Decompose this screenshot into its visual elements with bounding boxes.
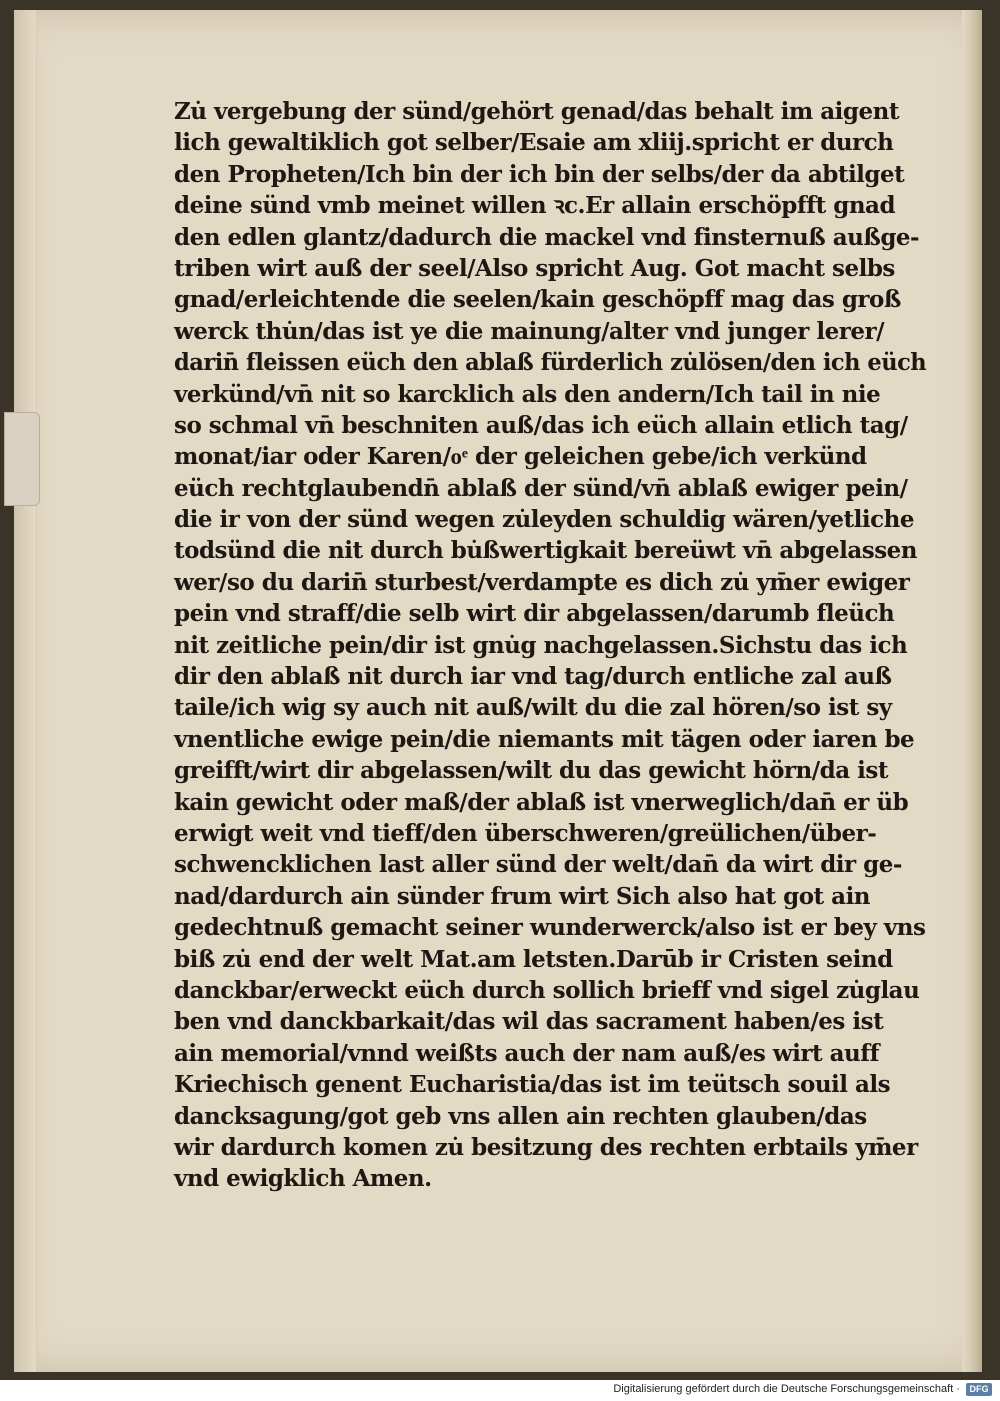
text-line: erwigt weit vnd tieff/den überschweren/greülichen/über-	[174, 819, 877, 847]
text-line: ain memorial/vnnd weißts auch der nam auß/es wirt auff	[174, 1039, 879, 1067]
text-line: wer/so du darin̄ sturbest/verdampte es dich zu̇ ym̄er ewiger	[174, 568, 910, 596]
text-line: darin̄ fleissen eüch den ablaß fürderlich zu̇lösen/den ich eüch	[174, 349, 927, 377]
text-line: vnd ewigklich Amen.	[174, 1165, 432, 1193]
text-line: deine sünd vmb meinet willen ꝛc.Er allain erschöpfft gnad	[174, 192, 896, 220]
text-line: monat/iar oder Karen/oͤ der geleichen gebe/ich verkünd	[174, 443, 867, 471]
text-line: verkünd/vn̄ nit so karcklich als den andern/Ich tail in nie	[174, 380, 881, 408]
bookmark-tab	[4, 412, 40, 506]
text-line: gedechtnuß gemacht seiner wunderwerck/also ist er bey vns	[174, 914, 926, 942]
digitization-footer	[0, 1380, 1000, 1401]
text-block	[174, 96, 926, 1195]
text-line: dir den ablaß nit durch iar vnd tag/durch entliche zal auß	[174, 663, 892, 691]
text-line: danckbar/erweckt eüch durch sollich brieff vnd sigel zu̇glau	[174, 976, 920, 1004]
text-line: schwencklichen last aller sünd der welt/dan̄ da wirt dir ge-	[174, 851, 902, 879]
funding-credit: Digitalisierung gefördert durch die Deutsche Forschungsgemeinschaft ·	[613, 1383, 960, 1395]
text-line: eüch rechtglaubendn̄ ablaß der sünd/vn̄ ablaß ewiger pein/	[174, 474, 908, 502]
text-line: den Propheten/Ich bin der ich bin der selbs/der da abtilget	[174, 160, 905, 188]
text-line: so schmal vn̄ beschniten auß/das ich eüch allain etlich tag/	[174, 411, 908, 439]
text-line: todsünd die nit durch bu̇ßwertigkait bereüwt vn̄ abgelassen	[174, 537, 918, 565]
text-line: vnentliche ewige pein/die niemants mit tägen oder iaren be	[174, 725, 915, 753]
text-line: triben wirt auß der seel/Also spricht Aug. Got macht selbs	[174, 254, 895, 282]
text-line: die ir von der sünd wegen zu̇leyden schuldig wären/yetliche	[174, 506, 914, 534]
page-edge	[962, 10, 982, 1372]
text-line: lich gewaltiklich got selber/Esaie am xliij.spricht er durch	[174, 129, 894, 157]
text-line: nad/dardurch ain sünder frum wirt Sich also hat got ain	[174, 882, 871, 910]
text-line: dancksagung/got geb vns allen ain rechten glauben/das	[174, 1102, 867, 1130]
text-line: den edlen glantz/dadurch die mackel vnd finsternuß außge-	[174, 223, 920, 251]
text-line: nit zeitliche pein/dir ist gnu̇g nachgelassen.Sichstu das ich	[174, 631, 908, 659]
text-line: greifft/wirt dir abgelassen/wilt du das gewicht hörn/da ist	[174, 757, 888, 785]
text-line: wir dardurch komen zu̇ besitzung des rechten erbtails ym̄er	[174, 1133, 918, 1161]
text-line: biß zu̇ end der welt Mat.am letsten.Darūb ir Cristen seind	[174, 945, 893, 973]
dfg-logo: DFG	[966, 1383, 992, 1396]
text-line: pein vnd straff/die selb wirt dir abgelassen/darumb fleüch	[174, 600, 895, 628]
text-line: taile/ich wig sy auch nit auß/wilt du die zal hören/so ist sy	[174, 694, 892, 722]
page-gutter	[14, 10, 37, 1372]
text-line: gnad/erleichtende die seelen/kain geschöpff mag das groß	[174, 286, 901, 314]
text-line: Kriechisch genent Eucharistia/das ist im teütsch souil als	[174, 1071, 891, 1099]
book-page	[14, 10, 982, 1372]
text-line: ben vnd danckbarkait/das wil das sacrament haben/es ist	[174, 1008, 884, 1036]
text-line: werck thu̇n/das ist ye die mainung/alter vnd junger lerer/	[174, 317, 884, 345]
text-line: kain gewicht oder maß/der ablaß ist vnerweglich/dan̄ er üb	[174, 788, 909, 816]
text-line: Zu̇ vergebung der sünd/gehört genad/das behalt im aigent	[174, 98, 899, 125]
